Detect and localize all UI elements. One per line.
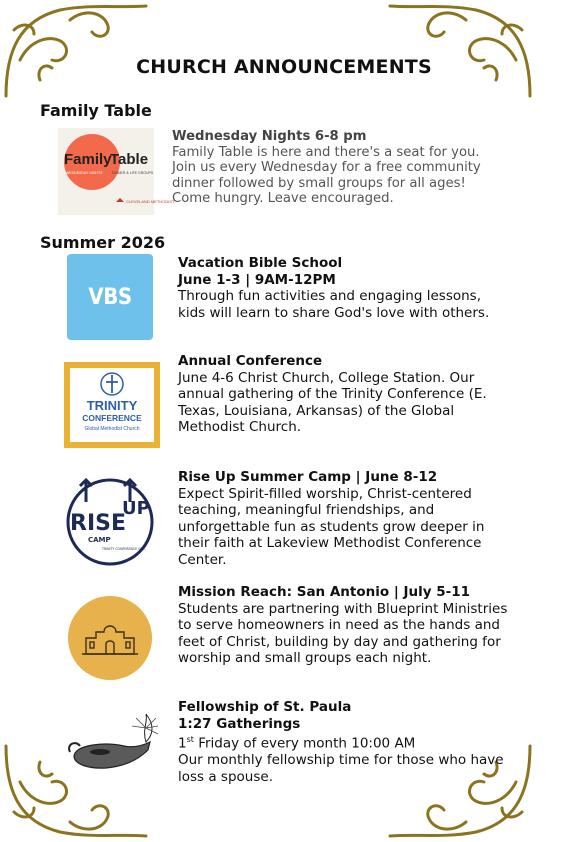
svg-text:CLEVELAND METHODIST: CLEVELAND METHODIST bbox=[126, 199, 175, 204]
svg-text:CONFERENCE: CONFERENCE bbox=[82, 413, 142, 423]
vbs-body: Through fun activities and engaging lessons, kids will learn to share God's love with others. bbox=[178, 288, 490, 321]
annual-conference-title: Annual Conference bbox=[178, 353, 323, 369]
oil-lamp-icon bbox=[66, 712, 158, 782]
vbs-logo bbox=[67, 254, 153, 340]
fellowship-schedule: 1st Friday of every month 10:00 AM bbox=[178, 735, 416, 752]
section-heading-summer: Summer 2026 bbox=[40, 233, 166, 252]
svg-text:RISE: RISE bbox=[70, 511, 126, 536]
rise-up-camp-logo bbox=[64, 472, 156, 568]
rise-up-title: Rise Up Summer Camp | June 8-12 bbox=[178, 469, 438, 485]
corner-ornament-top-right bbox=[386, 0, 536, 100]
svg-text:TRINITY CONFERENCE GMC: TRINITY CONFERENCE GMC bbox=[102, 547, 146, 551]
svg-text:Table: Table bbox=[110, 151, 149, 168]
mission-reach-title: Mission Reach: San Antonio | July 5-11 bbox=[178, 584, 471, 600]
svg-text:Global Methodist Church: Global Methodist Church bbox=[84, 426, 140, 432]
svg-text:CAMP: CAMP bbox=[88, 536, 111, 544]
family-table-title: Wednesday Nights 6-8 pm bbox=[172, 129, 367, 144]
fellowship-body: Our monthly fellowship time for those who have loss a spouse. bbox=[178, 752, 504, 785]
alamo-icon bbox=[68, 596, 152, 680]
fellowship-title-line2: 1:27 Gatherings bbox=[178, 715, 301, 732]
family-table-logo bbox=[58, 128, 175, 215]
section-heading-family-table: Family Table bbox=[40, 101, 152, 120]
mission-reach-body: Students are partnering with Blueprint Ministries to serve homeowners in need as the hands and feet of Christ, building by day and gathering for worship and small groups each night. bbox=[178, 600, 508, 666]
corner-ornament-top-left bbox=[0, 0, 150, 100]
trinity-conference-logo bbox=[64, 362, 160, 448]
svg-text:WEDNESDAY NIGHTS: WEDNESDAY NIGHTS bbox=[66, 171, 103, 175]
svg-text:DINNER & LIFE GROUPS: DINNER & LIFE GROUPS bbox=[112, 171, 154, 175]
svg-text:TRINITY: TRINITY bbox=[86, 398, 138, 413]
rise-up-body: Expect Spirit-filled worship, Christ-centered teaching, meaningful friendships, and unforgettable fun as students grow deeper in their faith at Lakeview Methodist Conference Center. bbox=[178, 485, 485, 568]
svg-text:Family: Family bbox=[64, 151, 112, 168]
vbs-logo-text: VBS bbox=[88, 284, 132, 310]
family-table-body: Family Table is here and there's a seat for you. Join us every Wednesday for a free community dinner followed by small groups for all ages! Come hungry. Leave encouraged. bbox=[172, 144, 481, 207]
fellowship-title-line1: Fellowship of St. Paula bbox=[178, 699, 352, 715]
annual-conference-body: June 4-6 Christ Church, College Station. Our annual gathering of the Trinity Conference (E. Texas, Louisiana, Arkansas) of the Global Methodist Church. bbox=[178, 369, 487, 435]
vbs-title: Vacation Bible School bbox=[178, 255, 343, 271]
page-title: CHURCH ANNOUNCEMENTS bbox=[136, 56, 432, 78]
svg-text:UP: UP bbox=[122, 498, 150, 519]
vbs-dates: June 1-3 | 9AM-12PM bbox=[178, 271, 336, 288]
